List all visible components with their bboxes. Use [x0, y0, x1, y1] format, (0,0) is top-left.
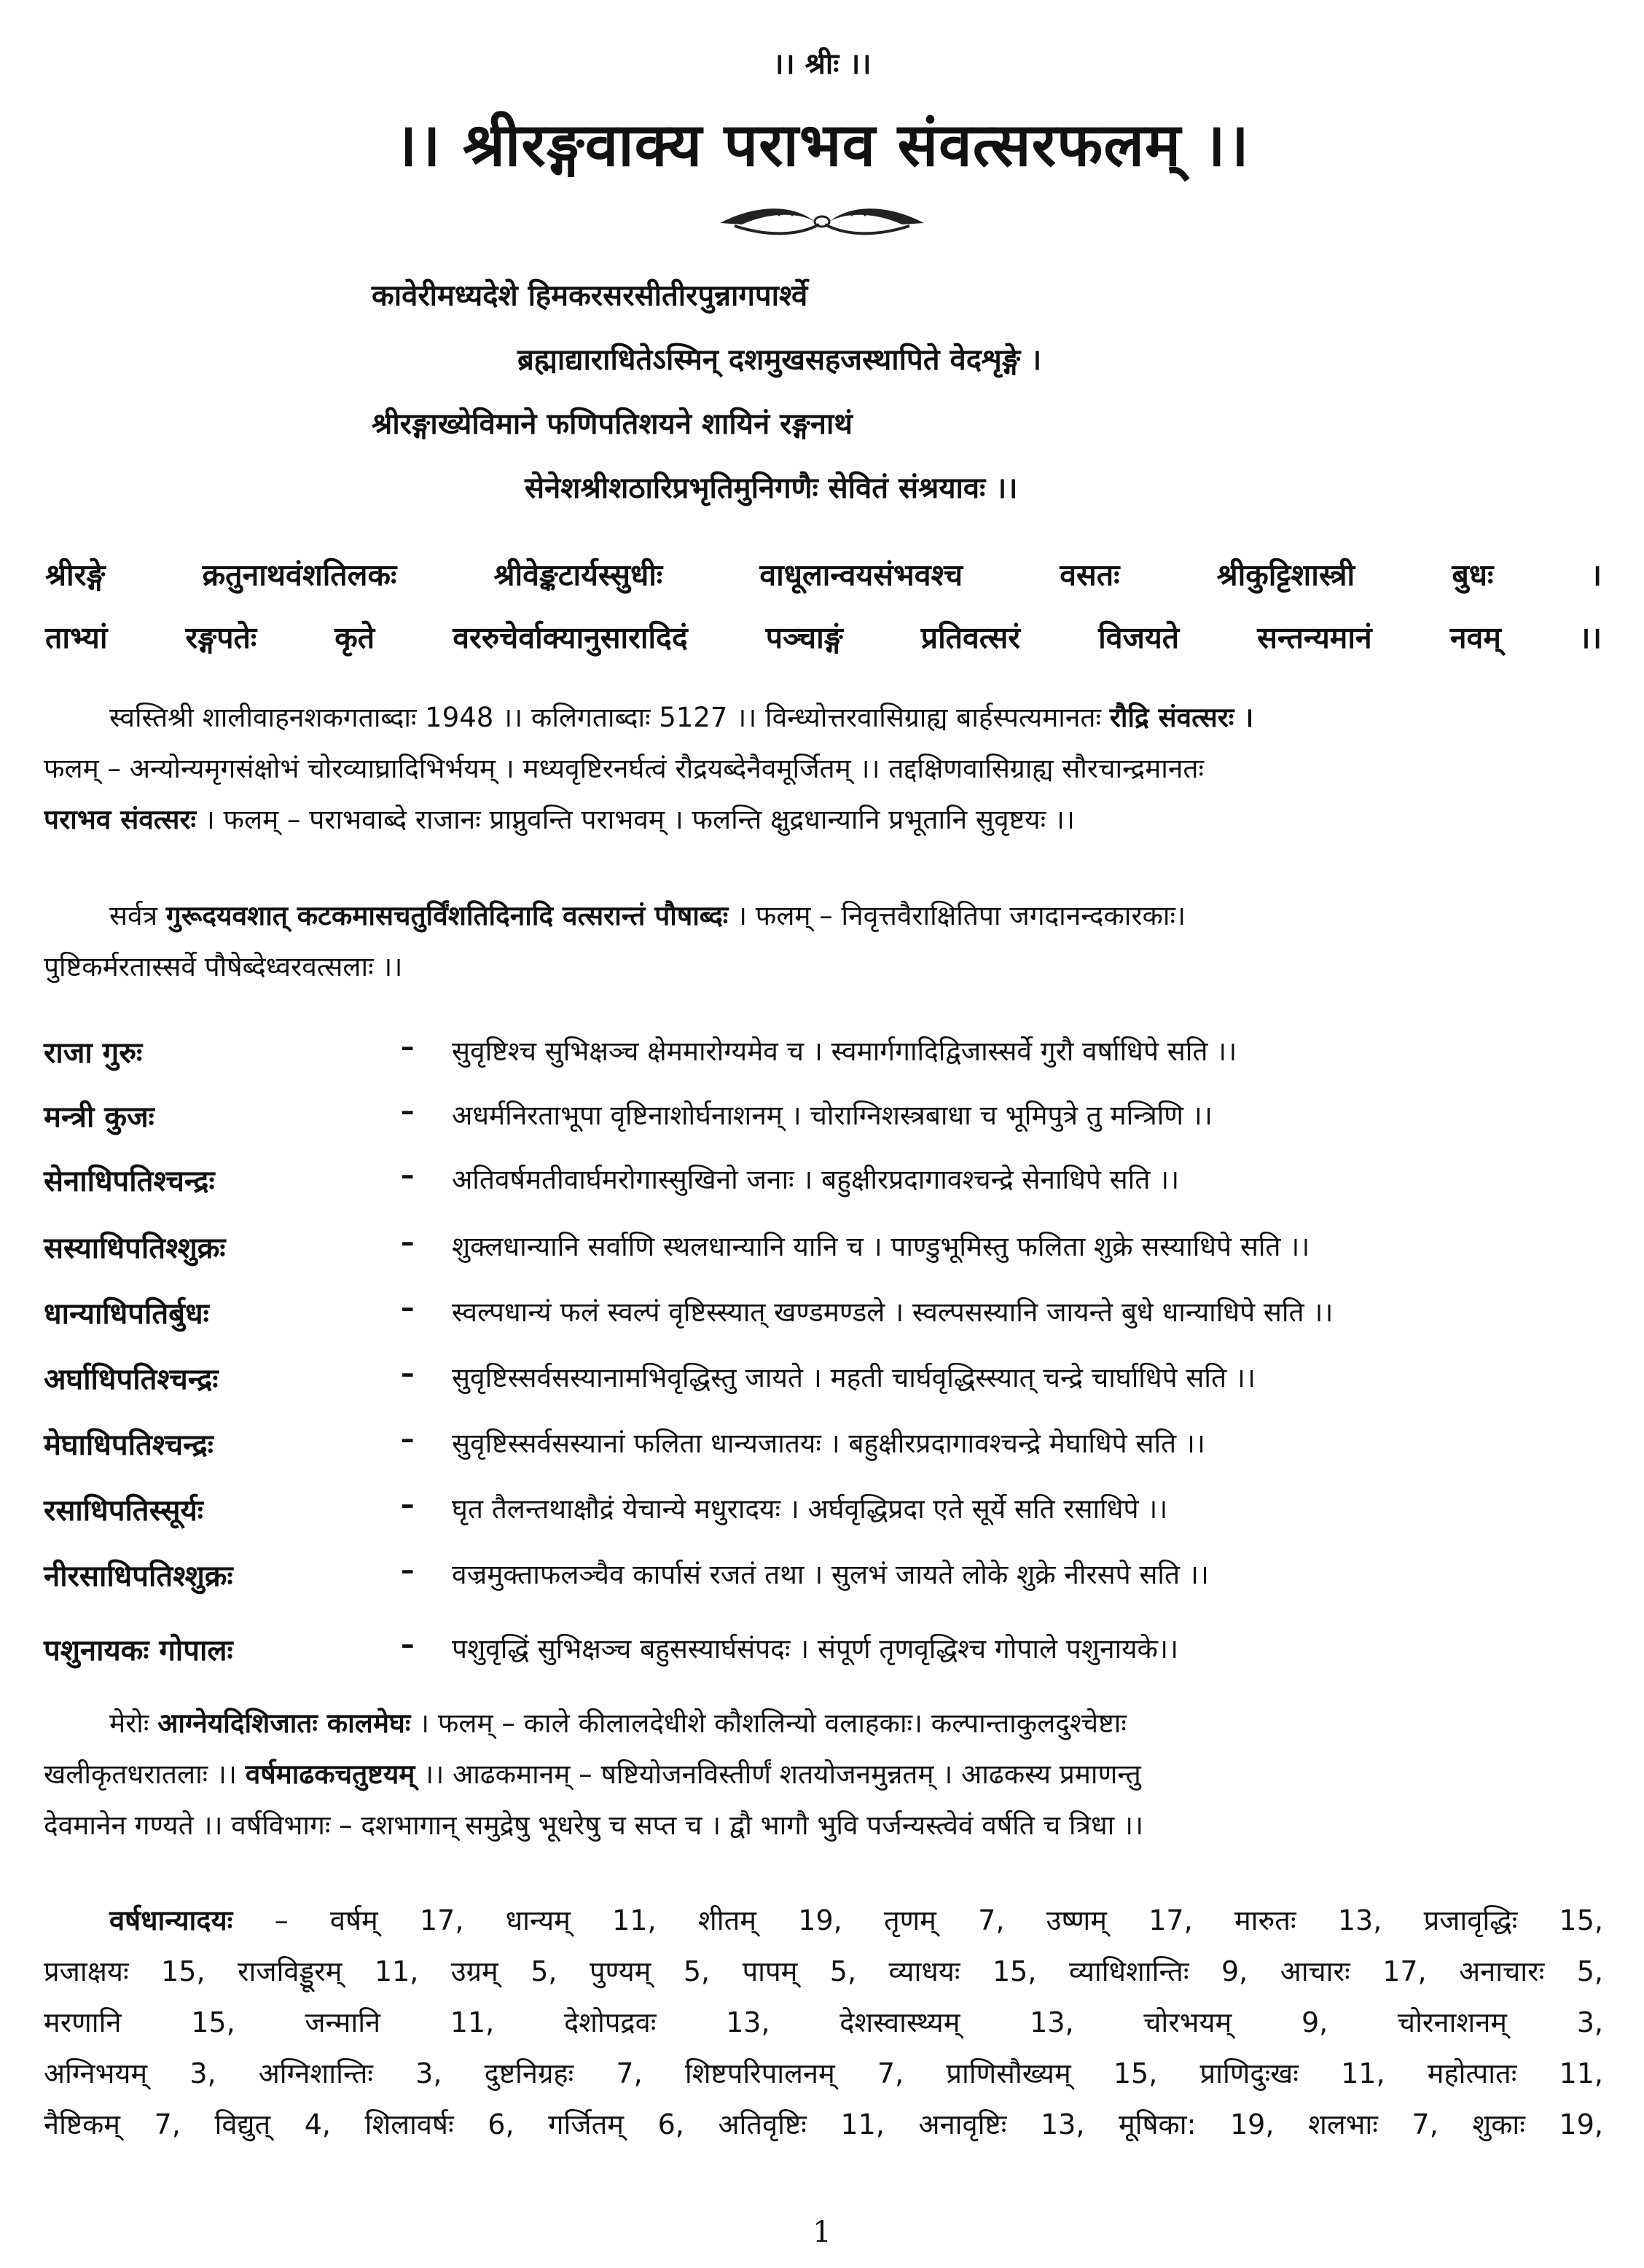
- list-item: [44, 1160, 1610, 1203]
- megha-line-2c: ।। आढकमानम् – षष्टियोजनविस्तीर्णं शतयोजनमुन्नतम् । आढकस्य प्रमाणन्तु: [415, 1759, 1141, 1790]
- row-dash: –: [401, 1292, 415, 1323]
- varsha-adhaka: वर्षमाढकचतुष्टयम्: [245, 1759, 415, 1790]
- kalamegha: आग्नेयदिशिजातः कालमेघः: [157, 1708, 411, 1739]
- list-item: [44, 1423, 1610, 1467]
- megha-line-3: देवमानेन गण्यते ।। वर्षविभागः – दशभागान् समुद्रेषु भूधरेषु च सप्त च । द्वौ भागौ भुवि पर्जन्यस्त्वेवं वर्षति च त्रिधा ।।: [44, 1810, 1144, 1841]
- dhanya-line-4: अग्निभयम् 3, अग्निशान्तिः 3, दुष्टनिग्रहः 7, शिष्टपरिपालनम् 7, प्राणिसौख्यम् 15, प्राणिदुःखः 11, महोत्पातः 11,: [44, 2057, 1603, 2089]
- guru-udaya: गुरूदयवशात् कटकमासचतुर्विंशतिदिनादि वत्सरान्तं पौषाब्दः: [165, 900, 729, 931]
- couplet-line-1: श्रीरङ्गे क्रतुनाथवंशतिलकः श्रीवेङ्कटार्यस्सुधीः वाधूलान्वयसंभवश्च वसतः श्रीकुट्टिशास्त्री बुधः ।: [45, 558, 1602, 593]
- megha-paragraph: [44, 1698, 1603, 1851]
- dhanya-line-2: प्रजाक्षयः 15, राजविड्डूरम् 11, उग्रम् 5, पुण्यम् 5, पापम् 5, व्याधयः 15, व्याधिशान्तिः 9, आचारः 17, अनाचारः 5,: [44, 1955, 1603, 1987]
- dhanya-line-1: – वर्षम् 17, धान्यम् 11, शीतम् 19, तृणम् 7, उष्णम् 17, मारुतः 13, प्रजावृद्धिः 15,: [232, 1904, 1603, 1936]
- row-dash: –: [401, 1555, 415, 1586]
- ornament-divider-icon: [713, 197, 931, 243]
- list-item: [44, 1292, 1610, 1336]
- list-item: [44, 1095, 1610, 1139]
- row-dash: –: [401, 1629, 415, 1660]
- row-label: सेनाधिपतिश्चन्द्रः: [44, 1165, 215, 1198]
- row-dash: –: [401, 1489, 415, 1520]
- raudri-samvatsara: रौद्रि संवत्सरः ।: [1109, 702, 1254, 733]
- dhanya-heading: वर्षधान्यादयः: [109, 1904, 233, 1936]
- guru-prefix: सर्वत्र: [109, 900, 166, 931]
- row-text: स्वल्पधान्यं फलं स्वल्पं वृष्टिस्स्यात् खण्डमण्डले । स्वल्पसस्यानि जायन्ते बुधे धान्याधिपे सति ।।: [452, 1297, 1334, 1328]
- list-item: [44, 1031, 1610, 1075]
- row-text: घृत तैलन्तथाक्षौद्रं येचान्ये मधुरादयः । अर्घवृद्धिप्रदा एते सूर्ये सति रसाधिपे ।।: [452, 1493, 1168, 1525]
- dhanya-paragraph: [44, 1895, 1603, 2150]
- row-text: सुवृष्टिश्च सुभिक्षञ्च क्षेममारोग्यमेव च । स्वमार्गगादिद्विजास्सर्वे गुरौ वर्षाधिपे सति ।।: [452, 1036, 1237, 1067]
- row-dash: –: [401, 1160, 415, 1191]
- guru-line-2: पुष्टिकर्मरतास्सर्वे पौषेब्देध्वरवत्सलाः ।।: [44, 951, 403, 982]
- verse-line-2: ब्रह्माद्याराधितेऽस्मिन् दशमुखसहजस्थापिते वेदशृङ्गे ।: [517, 343, 1042, 377]
- row-label: नीरसाधिपतिश्शुक्रः: [44, 1560, 233, 1593]
- couplet-line-2: ताभ्यां रङ्गपतेः कृते वररुचेर्वाक्यानुसारादिदं पञ्चाङ्गं प्रतिवत्सरं विजयते सन्तन्यमानं नवम् ।।: [45, 620, 1602, 655]
- invocation-sri: ।। श्रीः ।।: [772, 47, 872, 81]
- row-label: मन्त्री कुजः: [44, 1100, 154, 1134]
- row-dash: –: [401, 1227, 415, 1258]
- guru-paragraph: [44, 891, 1603, 993]
- verse-line-1: कावेरीमध्यदेशे हिमकरसरसीतीरपुन्नागपार्श्वे: [372, 279, 808, 313]
- row-text: वज्रमुक्ताफलञ्चैव कार्पासं रजतं तथा । सुलभं जायते लोके शुक्रे नीरसपे सति ।।: [452, 1559, 1209, 1590]
- row-text: अधर्मनिरताभूपा वृष्टिनाशोर्घनाशनम् । चोराग्निशस्त्रबाधा च भूमिपुत्रे तु मन्त्रिणि ।।: [452, 1100, 1213, 1131]
- intro-line-2: फलम् – अन्योन्यमृगसंक्षोभं चोरव्याघ्रादिभिर्भयम् । मध्यवृष्टिरनर्घत्वं रौद्रयब्देनैवमूर्जितम् ।। तद्दक्षिणवासिग्राह्य सौरचान्द्रमानतः: [44, 753, 1204, 784]
- row-text: शुक्लधान्यानि सर्वाणि स्थलधान्यानि यानि च । पाण्डुभूमिस्तु फलिता शुक्रे सस्याधिपे सति ।।: [452, 1231, 1310, 1262]
- row-label: मेघाधिपतिश्चन्द्रः: [44, 1428, 214, 1462]
- row-label: अर्घाधिपतिश्चन्द्रः: [44, 1363, 219, 1396]
- row-label: राजा गुरुः: [44, 1036, 143, 1070]
- row-label: रसाधिपतिस्सूर्यः: [44, 1494, 203, 1528]
- megha-phalam: । फलम् – काले कीलालदेधीशे कौशलिन्यो वलाहकाः। कल्पान्ताकुलदुश्चेष्टाः: [410, 1708, 1127, 1739]
- guru-phalam: । फलम् – निवृत्तवैराक्षितिपा जगदानन्दकारकाः।: [728, 900, 1186, 931]
- dhanya-line-3: मरणानि 15, जन्मानि 11, देशोपद्रवः 13, देशस्वास्थ्यम् 13, चोरभयम् 9, चोरनाशनम् 3,: [44, 2006, 1603, 2038]
- list-item: [44, 1227, 1610, 1270]
- row-dash: –: [401, 1358, 415, 1389]
- row-dash: –: [401, 1423, 415, 1455]
- intro-years: स्वस्तिश्री शालीवाहनशकगताब्दाः 1948 ।। कलिगताब्दाः 5127 ।। विन्ध्योत्तरवासिग्राह्य बार्हस्पत्यमानतः: [109, 702, 1101, 733]
- verse-line-3: श्रीरङ्गाख्येविमाने फणिपतिशयने शायिनं रङ्गनाथं: [372, 407, 853, 441]
- dhanya-line-5: नैष्टिकम् 7, विद्युत् 4, शिलावर्षः 6, गर्जितम् 6, अतिवृष्टिः 11, अनावृष्टिः 13, मूषिका: 19, शलभाः 7, शुकाः 19,: [44, 2108, 1603, 2140]
- list-item: [44, 1358, 1610, 1401]
- megha-line-2a: खलीकृतधरातलाः ।।: [44, 1759, 246, 1790]
- intro-line-3: । फलम् – पराभवाब्दे राजानः प्राप्नुवन्ति पराभवम् । फलन्ति क्षुद्रधान्यानि प्रभूतानि सुवृष्टयः ।।: [195, 804, 1075, 835]
- verse-line-4: सेनेशश्रीशठारिप्रभृतिमुनिगणैः सेवितं संश्रयावः ।।: [525, 472, 1018, 505]
- row-text: अतिवर्षमतीवार्घमरोगास्सुखिनो जनाः । बहुक्षीरप्रदागावश्चन्द्रे सेनाधिपे सति ।।: [452, 1164, 1180, 1195]
- parabhava-samvatsara: पराभव संवत्सरः: [44, 804, 196, 835]
- row-dash: –: [401, 1095, 415, 1127]
- row-label: सस्याधिपतिश्शुक्रः: [44, 1232, 226, 1265]
- megha-prefix: मेरोः: [109, 1708, 158, 1739]
- row-text: पशुवृद्धिं सुभिक्षञ्च बहुसस्यार्घसंपदः । संपूर्ण तृणवृद्धिश्च गोपाले पशुनायके।।: [452, 1633, 1179, 1665]
- row-dash: –: [401, 1031, 415, 1063]
- row-label: पशुनायकः गोपालः: [44, 1634, 233, 1667]
- row-label: धान्याधिपतिर्बुधः: [44, 1297, 209, 1331]
- page-number: 1: [813, 2216, 831, 2249]
- list-item: [44, 1629, 1610, 1673]
- row-text: सुवृष्टिस्सर्वसस्यानां फलिता धान्यजातयः । बहुक्षीरप्रदागावश्चन्द्रे मेघाधिपे सति ।।: [452, 1428, 1205, 1459]
- row-text: सुवृष्टिस्सर्वसस्यानामभिवृद्धिस्तु जायते । महती चार्घवृद्धिस्स्यात् चन्द्रे चार्घाधिपे सति ।।: [452, 1362, 1256, 1393]
- list-item: [44, 1489, 1610, 1533]
- list-item: [44, 1555, 1610, 1598]
- intro-paragraph: [44, 692, 1603, 845]
- page-title: ।। श्रीरङ्गवाक्य पराभव संवत्सरफलम् ।।: [394, 111, 1250, 180]
